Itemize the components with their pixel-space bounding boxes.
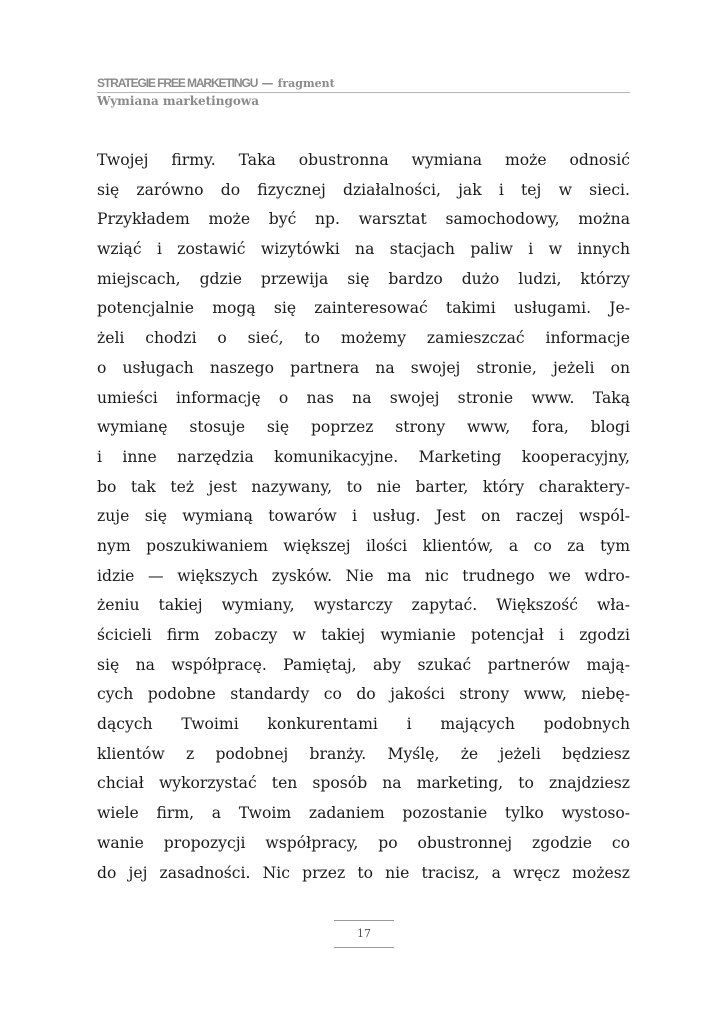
text-line: idzie — większych zysków. Nie ma nic trudnego we wdro-: [97, 566, 630, 585]
text-line: Twojej firmy. Taka obustronna wymiana może odnosić: [97, 151, 630, 169]
text-line: o usługach naszego partnera na swojej stronie, jeżeli on: [97, 358, 630, 377]
text-line: nym poszukiwaniem większej ilości klientów, a co za tym: [97, 536, 630, 555]
text-line: żeniu takiej wymiany, wystarczy zapytać. Większość wła-: [97, 596, 630, 615]
text-line: wymianę stosuje się poprzez strony www, fora, blogi: [97, 418, 630, 437]
text-line: się na współpracę. Pamiętaj, aby szukać partnerów mają-: [97, 655, 630, 674]
running-header: [97, 76, 630, 109]
text-line: bo tak też jest nazywany, to nie barter, który charaktery-: [97, 477, 630, 496]
fragment-label: fragment: [277, 77, 335, 90]
text-line: wanie propozycji współpracy, po obustronnej zgodzie co: [97, 833, 630, 852]
text-line: i inne narzędzia komunikacyjne. Marketing kooperacyjny,: [97, 447, 630, 466]
header-separator: —: [257, 76, 278, 90]
body-text: [97, 146, 630, 888]
text-line: zuje się wymianą towarów i usług. Jest on raczej wspól-: [97, 507, 630, 526]
text-line: ścicieli firm zobaczy w takiej wymianie potencjał i zgodzi: [97, 626, 630, 644]
header-title-line: [97, 76, 630, 91]
text-line: cych podobne standardy co do jakości strony www, niebę-: [97, 685, 630, 704]
text-line: umieści informację o nas na swojej stronie www. Taką: [97, 388, 630, 407]
page-number: 17: [357, 927, 371, 940]
text-line: miejscach, gdzie przewija się bardzo dużo ludzi, którzy: [97, 269, 630, 288]
series-title: STRATEGIE FREE MARKETINGU: [97, 76, 258, 90]
page-footer: [334, 920, 394, 948]
text-line: wziąć i zostawić wizytówki na stacjach paliw i w innych: [97, 240, 630, 259]
footer-rule-bottom: [334, 947, 394, 948]
text-line: Przykładem może być np. warsztat samochodowy, można: [97, 210, 630, 229]
text-line: wiele firm, a Twoim zadaniem pozostanie tylko wystoso-: [97, 804, 630, 823]
chapter-subtitle: Wymiana marketingowa: [97, 94, 259, 108]
text-line: klientów z podobnej branży. Myślę, że jeżeli będziesz: [97, 744, 630, 763]
text-line: do jej zasadności. Nic przez to nie tracisz, a wręcz możesz: [97, 863, 630, 882]
text-line: żeli chodzi o sieć, to możemy zamieszczać informacje: [97, 329, 630, 348]
text-line: potencjalnie mogą się zainteresować takimi usługami. Je-: [97, 299, 630, 318]
text-line: chciał wykorzystać ten sposób na marketing, to znajdziesz: [97, 774, 630, 793]
text-line: się zarówno do fizycznej działalności, jak i tej w sieci.: [97, 180, 630, 199]
text-line: dących Twoimi konkurentami i mających podobnych: [97, 715, 630, 734]
